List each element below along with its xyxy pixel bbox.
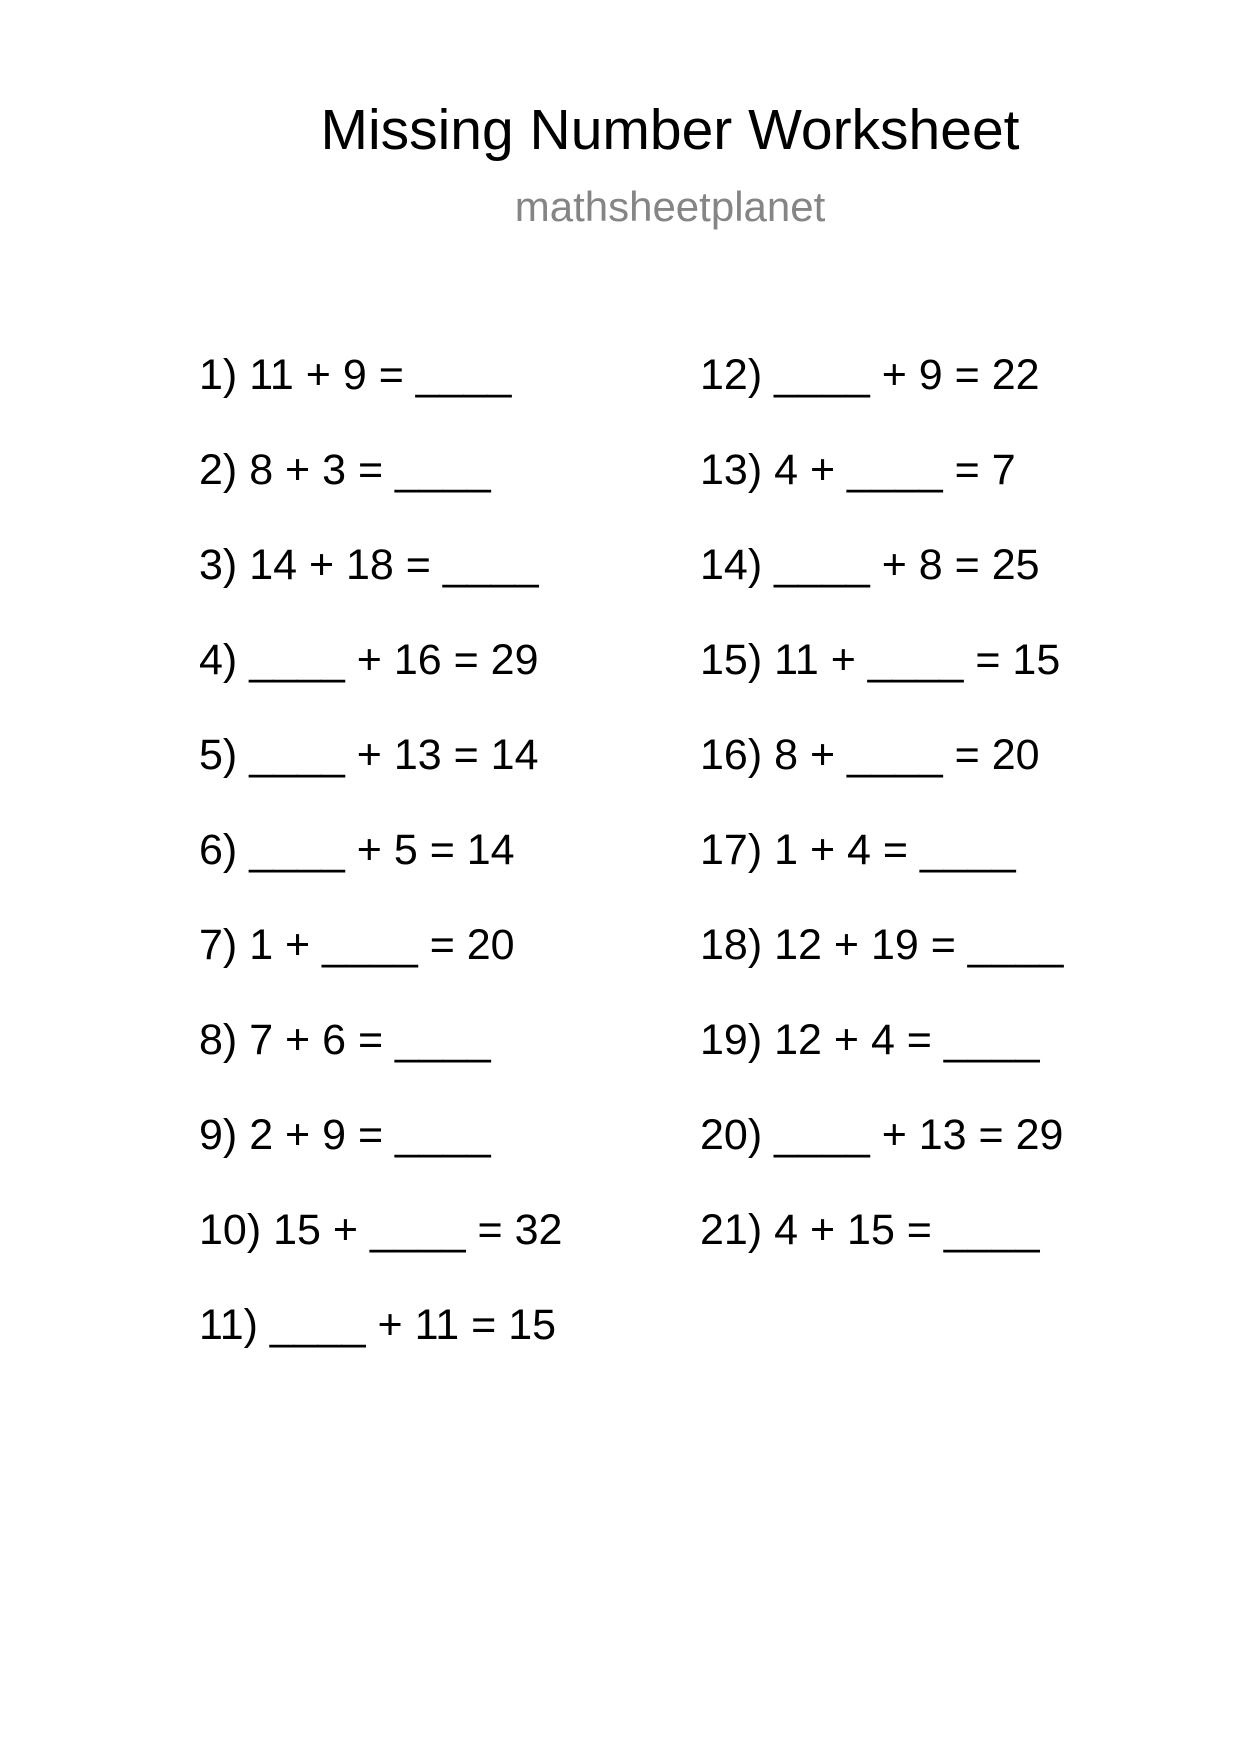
- problem-15: [700, 635, 1063, 730]
- problem-expression: ____ + 13 = 14: [249, 731, 539, 779]
- page-title: Missing Number Worksheet: [320, 98, 1020, 162]
- problem-expression: 2 + 9 = ____: [249, 1111, 491, 1159]
- problem-14: [700, 540, 1063, 635]
- problem-1: [199, 350, 562, 445]
- problem-expression: ____ + 16 = 29: [249, 636, 539, 684]
- problem-expression: 1 + 4 = ____: [774, 826, 1016, 874]
- problem-number: 19): [700, 1016, 763, 1064]
- problem-number: 10): [199, 1206, 262, 1254]
- problem-expression: 4 + ____ = 7: [774, 446, 1016, 494]
- problem-2: [199, 445, 562, 540]
- problem-column-right: [700, 350, 1063, 1300]
- problem-expression: ____ + 9 = 22: [774, 351, 1040, 399]
- problem-11: [199, 1300, 562, 1395]
- problem-expression: 12 + 4 = ____: [774, 1016, 1040, 1064]
- problem-expression: 11 + ____ = 15: [774, 636, 1061, 684]
- problem-number: 8): [199, 1016, 238, 1064]
- problem-number: 15): [700, 636, 763, 684]
- problem-expression: 1 + ____ = 20: [249, 921, 515, 969]
- problem-3: [199, 540, 562, 635]
- problem-number: 12): [700, 351, 763, 399]
- page-subtitle: mathsheetplanet: [514, 183, 826, 230]
- problem-number: 11): [199, 1301, 258, 1349]
- problem-4: [199, 635, 562, 730]
- problem-number: 3): [199, 541, 238, 589]
- problem-expression: 11 + 9 = ____: [249, 351, 512, 399]
- problem-17: [700, 825, 1063, 920]
- problem-18: [700, 920, 1063, 1015]
- problem-number: 7): [199, 921, 238, 969]
- problem-8: [199, 1015, 562, 1110]
- problem-number: 4): [199, 636, 238, 684]
- problem-number: 20): [700, 1111, 763, 1159]
- problem-number: 9): [199, 1111, 238, 1159]
- problem-expression: ____ + 13 = 29: [774, 1111, 1064, 1159]
- problem-16: [700, 730, 1063, 825]
- problem-5: [199, 730, 562, 825]
- problem-number: 5): [199, 731, 238, 779]
- problem-expression: ____ + 8 = 25: [774, 541, 1040, 589]
- problem-21: [700, 1205, 1063, 1300]
- problem-number: 14): [700, 541, 763, 589]
- problem-number: 16): [700, 731, 763, 779]
- problem-13: [700, 445, 1063, 540]
- problem-column-left: [199, 350, 562, 1395]
- problem-expression: 7 + 6 = ____: [249, 1016, 491, 1064]
- problem-number: 21): [700, 1206, 763, 1254]
- problem-12: [700, 350, 1063, 445]
- problem-expression: 8 + ____ = 20: [774, 731, 1040, 779]
- problem-number: 1): [199, 351, 238, 399]
- problem-expression: 15 + ____ = 32: [273, 1206, 563, 1254]
- problem-expression: 14 + 18 = ____: [249, 541, 539, 589]
- problem-19: [700, 1015, 1063, 1110]
- problem-number: 17): [700, 826, 763, 874]
- problem-expression: ____ + 5 = 14: [249, 826, 515, 874]
- problem-expression: 12 + 19 = ____: [774, 921, 1064, 969]
- problem-10: [199, 1205, 562, 1300]
- problem-number: 6): [199, 826, 238, 874]
- problem-number: 2): [199, 446, 238, 494]
- problem-9: [199, 1110, 562, 1205]
- problem-20: [700, 1110, 1063, 1205]
- problem-7: [199, 920, 562, 1015]
- problem-expression: 4 + 15 = ____: [774, 1206, 1040, 1254]
- problem-number: 13): [700, 446, 763, 494]
- problem-expression: ____ + 11 = 15: [269, 1301, 557, 1349]
- problem-number: 18): [700, 921, 763, 969]
- problem-6: [199, 825, 562, 920]
- problem-expression: 8 + 3 = ____: [249, 446, 491, 494]
